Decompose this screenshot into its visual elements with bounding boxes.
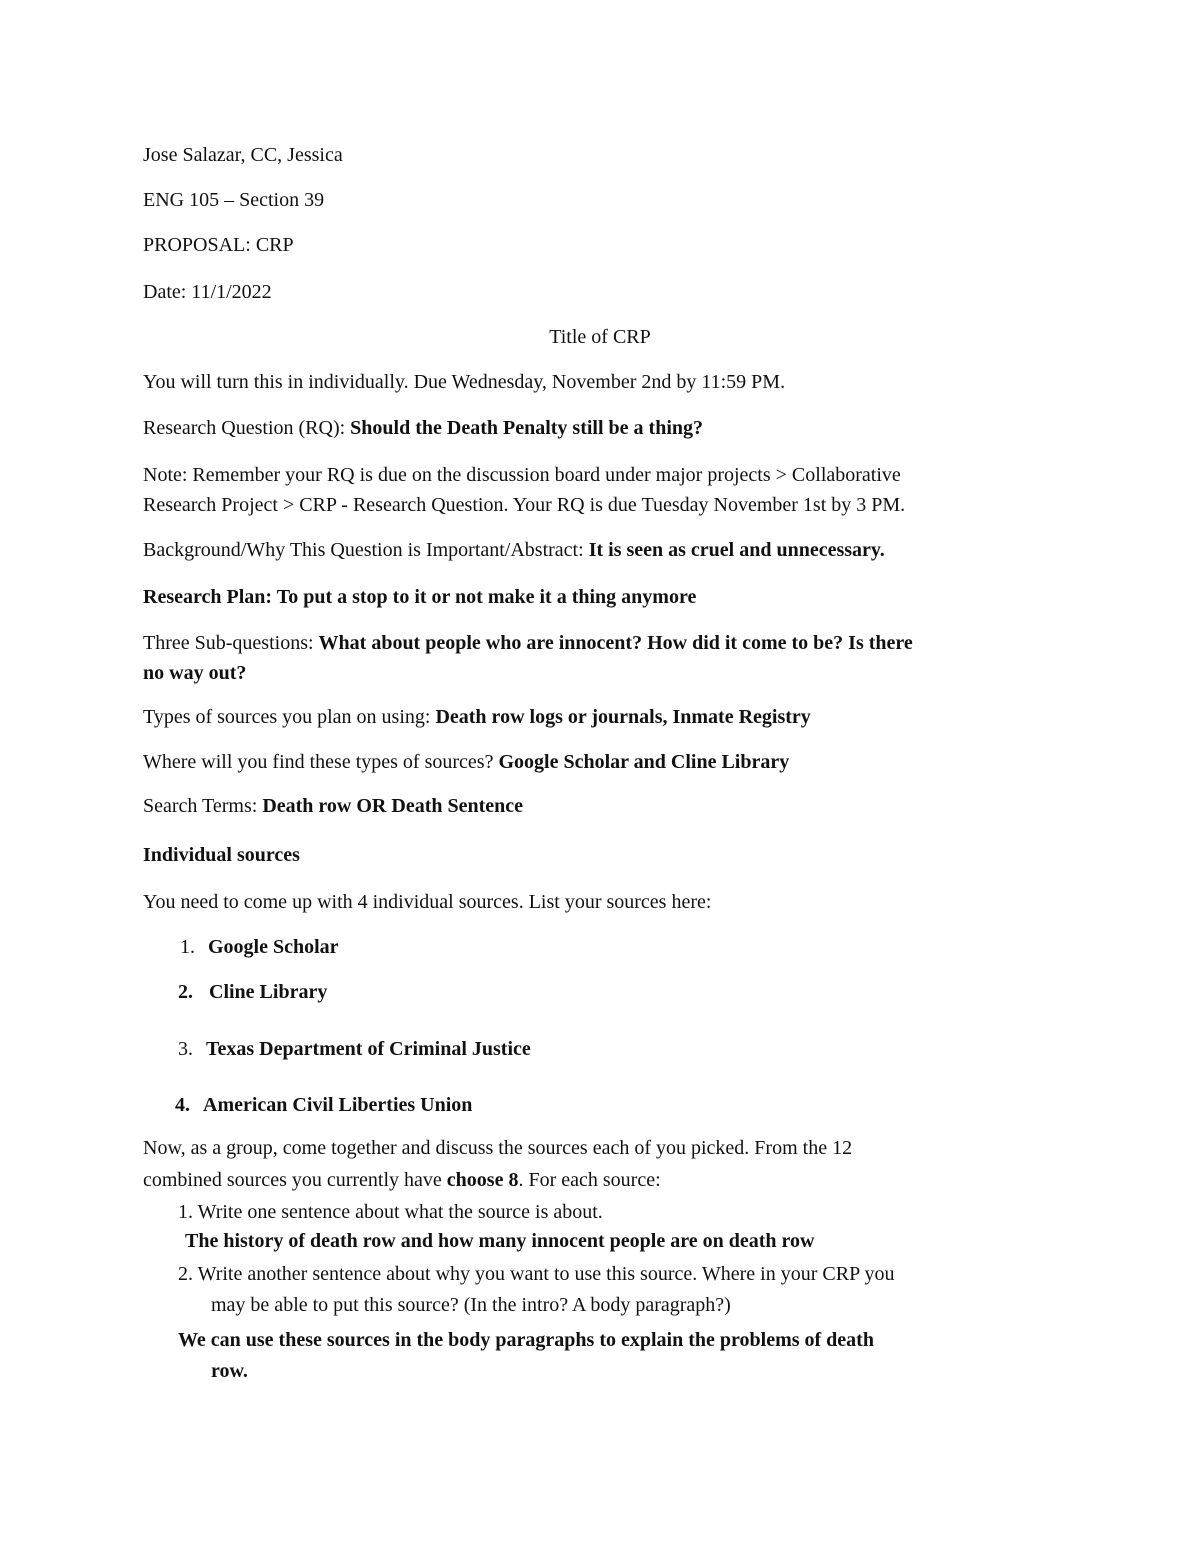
- background-answer: It is seen as cruel and unnecessary.: [588, 539, 885, 561]
- group-line-2-bold: choose 8: [446, 1169, 519, 1191]
- background-line: [143, 535, 885, 565]
- group-line-2-post: . For each source:: [518, 1169, 661, 1191]
- course-section: ENG 105 – Section 39: [143, 189, 325, 211]
- list-item: [180, 932, 339, 962]
- source-name: American Civil Liberties Union: [203, 1094, 473, 1116]
- list-number: 2.: [178, 981, 193, 1003]
- document-title: Title of CRP: [549, 326, 651, 348]
- source-name: Texas Department of Criminal Justice: [206, 1038, 531, 1060]
- where-answer: Google Scholar and Cline Library: [498, 751, 790, 773]
- group-line-2-pre: combined sources you currently have: [143, 1169, 447, 1191]
- answer-2-text-2: row.: [211, 1360, 248, 1382]
- answer-1: [185, 1226, 815, 1256]
- research-plan-text: Research Plan: To put a stop to it or not make it a thing anymore: [143, 586, 697, 608]
- step-2-line-1: 2. Write another sentence about why you want to use this source. Where in your CRP you: [178, 1263, 895, 1285]
- sub-questions-answer-1: What about people who are innocent? How did it come to be? Is there: [318, 632, 913, 654]
- search-terms-label: Search Terms:: [143, 795, 263, 817]
- note-line-1: Note: Remember your RQ is due on the discussion board under major projects > Collaborative: [143, 464, 901, 486]
- search-terms-answer: Death row OR Death Sentence: [262, 795, 524, 817]
- proposal-label: PROPOSAL: CRP: [143, 234, 294, 256]
- sub-questions-label: Three Sub-questions:: [143, 632, 319, 654]
- research-question-answer: Should the Death Penalty still be a thing?: [350, 417, 703, 439]
- note-line-2: Research Project > CRP - Research Question. Your RQ is due Tuesday November 1st by 3 PM.: [143, 494, 906, 516]
- student-names: Jose Salazar, CC, Jessica: [143, 144, 343, 166]
- group-line-2: [143, 1165, 661, 1195]
- group-line-1: Now, as a group, come together and discuss the sources each of you picked. From the 12: [143, 1137, 853, 1159]
- individual-sources-intro: You need to come up with 4 individual sources. List your sources here:: [143, 891, 712, 913]
- step-2-line-2: may be able to put this source? (In the intro? A body paragraph?): [211, 1294, 731, 1316]
- research-question: [143, 413, 703, 443]
- answer-2-line-2: [211, 1356, 248, 1386]
- list-item: [178, 1034, 531, 1064]
- step-1: 1. Write one sentence about what the source is about.: [178, 1201, 603, 1223]
- source-types-answer: Death row logs or journals, Inmate Registry: [435, 706, 811, 728]
- sub-questions-line-2: [143, 658, 246, 688]
- research-plan: [143, 582, 696, 612]
- answer-2-line-1: [178, 1325, 874, 1355]
- list-number: 1.: [180, 936, 195, 958]
- list-item: [178, 977, 327, 1007]
- source-types-label: Types of sources you plan on using:: [143, 706, 436, 728]
- instructions-line: You will turn this in individually. Due Wednesday, November 2nd by 11:59 PM.: [143, 371, 786, 393]
- where-label: Where will you find these types of sources?: [143, 751, 499, 773]
- list-number: 3.: [178, 1038, 193, 1060]
- sub-questions-line-1: [143, 628, 913, 658]
- individual-sources-heading-text: Individual sources: [143, 844, 300, 866]
- source-types-line: [143, 702, 811, 732]
- list-item: [175, 1090, 472, 1120]
- answer-2-text-1: We can use these sources in the body paragraphs to explain the problems of death: [178, 1329, 874, 1351]
- answer-1-text: The history of death row and how many innocent people are on death row: [185, 1230, 815, 1252]
- where-line: [143, 747, 789, 777]
- date-line: Date: 11/1/2022: [143, 281, 272, 303]
- individual-sources-heading: [143, 840, 300, 870]
- source-name: Cline Library: [209, 981, 328, 1003]
- search-terms-line: [143, 791, 523, 821]
- source-name: Google Scholar: [208, 936, 339, 958]
- list-number: 4.: [175, 1094, 190, 1116]
- background-label: Background/Why This Question is Important/Abstract:: [143, 539, 589, 561]
- sub-questions-answer-2: no way out?: [143, 662, 247, 684]
- research-question-label: Research Question (RQ):: [143, 417, 351, 439]
